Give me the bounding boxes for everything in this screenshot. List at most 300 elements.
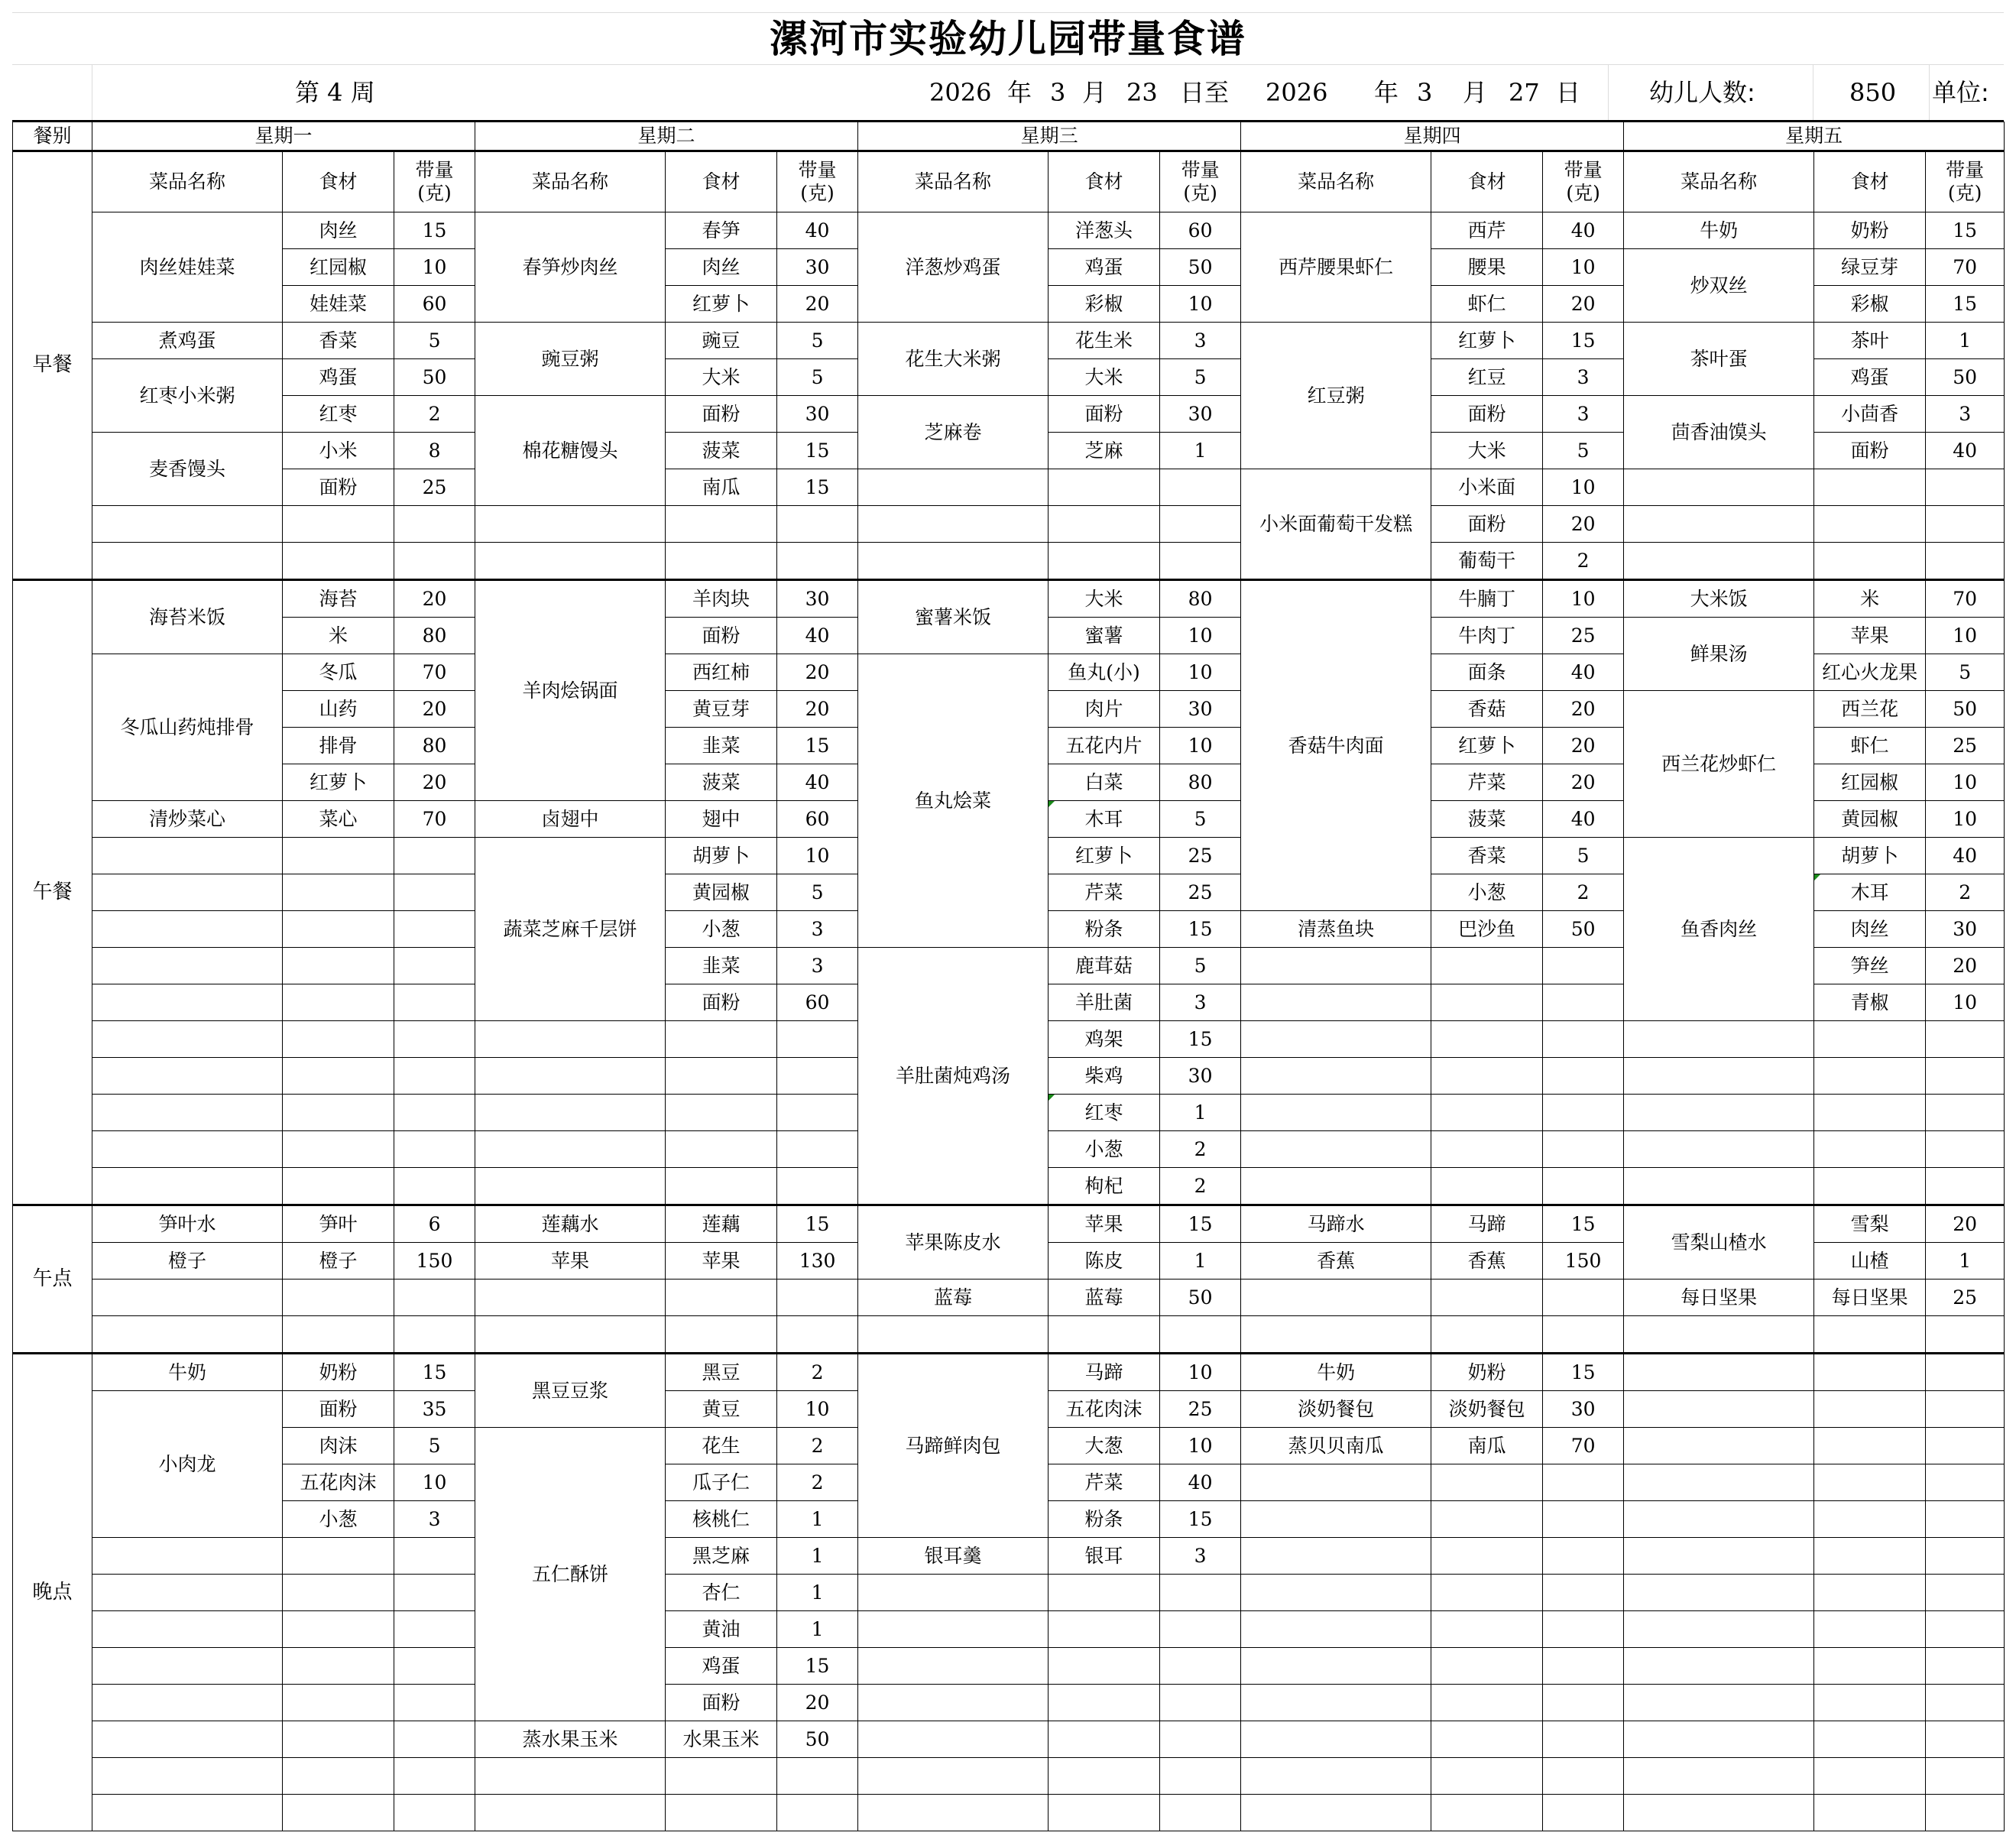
amount-cell: 5 xyxy=(1543,838,1624,874)
start-month-label: 月 xyxy=(1082,78,1107,107)
dish-name-header: 菜品名称 xyxy=(92,151,283,212)
empty-cell xyxy=(1241,1501,1431,1538)
ingredient-cell: 翅中 xyxy=(666,801,777,838)
empty-cell xyxy=(283,1685,394,1721)
empty-cell xyxy=(1814,1464,1926,1501)
empty-cell xyxy=(1926,1354,2005,1391)
empty-cell xyxy=(666,543,777,580)
empty-cell xyxy=(1814,543,1926,580)
ingredient-header: 食材 xyxy=(1814,151,1926,212)
empty-cell xyxy=(1160,1685,1241,1721)
empty-cell xyxy=(1814,1611,1926,1648)
ingredient-cell: 小葱 xyxy=(283,1501,394,1538)
empty-cell xyxy=(475,1168,666,1205)
empty-cell xyxy=(1049,469,1160,506)
ingredient-cell: 排骨 xyxy=(283,728,394,764)
empty-cell xyxy=(1926,1428,2005,1464)
ingredient-cell: 苹果 xyxy=(666,1243,777,1280)
amount-cell: 15 xyxy=(777,728,858,764)
dish-name: 淡奶餐包 xyxy=(1241,1391,1431,1428)
empty-cell xyxy=(858,1611,1049,1648)
ingredient-cell: 春笋 xyxy=(666,212,777,249)
empty-cell xyxy=(1160,1758,1241,1795)
empty-cell xyxy=(1926,1391,2005,1428)
empty-cell xyxy=(1431,1648,1543,1685)
amount-header xyxy=(1160,151,1241,212)
empty-cell xyxy=(1926,506,2005,543)
dish-name: 西芹腰果虾仁 xyxy=(1241,212,1431,323)
amount-cell: 15 xyxy=(1926,286,2005,323)
empty-cell xyxy=(1431,1464,1543,1501)
empty-cell xyxy=(283,543,394,580)
amount-cell: 6 xyxy=(394,1205,475,1243)
ingredient-cell: 苹果 xyxy=(1049,1205,1160,1243)
amount-cell: 30 xyxy=(1160,1058,1241,1095)
empty-cell xyxy=(1814,506,1926,543)
dish-name: 五仁酥饼 xyxy=(475,1428,666,1721)
empty-cell xyxy=(1241,1095,1431,1131)
empty-cell xyxy=(394,1316,475,1354)
amount-cell: 2 xyxy=(1160,1131,1241,1168)
amount-cell: 15 xyxy=(1160,911,1241,948)
amount-cell: 70 xyxy=(1926,580,2005,618)
empty-cell xyxy=(777,1021,858,1058)
empty-cell xyxy=(858,543,1049,580)
end-day-label: 日 xyxy=(1556,78,1581,107)
dish-name: 鱼香肉丝 xyxy=(1624,838,1814,1021)
ingredient-header: 食材 xyxy=(1049,151,1160,212)
amount-cell: 2 xyxy=(777,1464,858,1501)
empty-cell xyxy=(1160,1575,1241,1611)
dish-name: 大米饭 xyxy=(1624,580,1814,618)
amount-cell: 80 xyxy=(394,618,475,654)
start-day: 23 xyxy=(1126,78,1158,107)
empty-cell xyxy=(283,1575,394,1611)
empty-cell xyxy=(394,1611,475,1648)
empty-cell xyxy=(1241,984,1431,1021)
amount-cell: 20 xyxy=(394,691,475,728)
amount-cell: 80 xyxy=(1160,580,1241,618)
ingredient-cell: 南瓜 xyxy=(1431,1428,1543,1464)
amount-cell: 40 xyxy=(1543,801,1624,838)
ingredient-cell: 豌豆 xyxy=(666,323,777,359)
dish-name: 鲜果汤 xyxy=(1624,618,1814,691)
empty-cell xyxy=(1926,1721,2005,1758)
amount-cell: 50 xyxy=(1160,1280,1241,1316)
empty-cell xyxy=(666,506,777,543)
empty-cell xyxy=(666,1131,777,1168)
amount-cell: 30 xyxy=(1926,911,2005,948)
dish-name: 西兰花炒虾仁 xyxy=(1624,691,1814,838)
amount-cell: 20 xyxy=(1926,1205,2005,1243)
empty-cell xyxy=(1431,984,1543,1021)
empty-cell xyxy=(1624,1538,1814,1575)
ingredient-cell: 雪梨 xyxy=(1814,1205,1926,1243)
empty-cell xyxy=(1431,1611,1543,1648)
end-month-label: 月 xyxy=(1463,78,1488,107)
amount-cell: 1 xyxy=(777,1611,858,1648)
amount-cell: 20 xyxy=(1543,728,1624,764)
empty-cell xyxy=(394,984,475,1021)
empty-cell xyxy=(1814,1428,1926,1464)
amount-header-line1: 带量 xyxy=(1564,159,1603,181)
amount-cell: 5 xyxy=(1160,801,1241,838)
empty-cell xyxy=(858,1795,1049,1831)
amount-cell: 3 xyxy=(777,948,858,984)
amount-cell: 15 xyxy=(777,1648,858,1685)
amount-cell: 5 xyxy=(1160,359,1241,396)
amount-header xyxy=(1543,151,1624,212)
empty-cell xyxy=(1543,1501,1624,1538)
amount-cell: 10 xyxy=(777,838,858,874)
empty-cell xyxy=(1543,1280,1624,1316)
ingredient-header: 食材 xyxy=(1431,151,1543,212)
ingredient-cell: 黑豆 xyxy=(666,1354,777,1391)
amount-cell: 20 xyxy=(1543,286,1624,323)
empty-cell xyxy=(1926,1501,2005,1538)
ingredient-cell: 肉丝 xyxy=(283,212,394,249)
amount-header xyxy=(1926,151,2005,212)
empty-cell xyxy=(92,1795,283,1831)
empty-cell xyxy=(394,1021,475,1058)
empty-cell xyxy=(1814,1058,1926,1095)
empty-cell xyxy=(283,1021,394,1058)
meal-label-breakfast: 早餐 xyxy=(13,151,92,580)
ingredient-cell: 莲藕 xyxy=(666,1205,777,1243)
dish-name: 笋叶水 xyxy=(92,1205,283,1243)
amount-cell: 50 xyxy=(394,359,475,396)
empty-cell xyxy=(777,1168,858,1205)
ingredient-cell: 羊肉块 xyxy=(666,580,777,618)
empty-cell xyxy=(1926,1758,2005,1795)
menu-sheet xyxy=(12,12,2004,1831)
empty-cell xyxy=(1926,1021,2005,1058)
ingredient-cell: 淡奶餐包 xyxy=(1431,1391,1543,1428)
empty-cell xyxy=(1431,1575,1543,1611)
amount-cell: 50 xyxy=(1543,911,1624,948)
empty-cell xyxy=(1814,1538,1926,1575)
dish-name-header: 菜品名称 xyxy=(1241,151,1431,212)
ingredient-cell: 马蹄 xyxy=(1049,1354,1160,1391)
ingredient-cell: 马蹄 xyxy=(1431,1205,1543,1243)
ingredient-cell: 腰果 xyxy=(1431,249,1543,286)
ingredient-cell: 海苔 xyxy=(283,580,394,618)
amount-cell: 20 xyxy=(777,286,858,323)
amount-header-line2: (克) xyxy=(1183,182,1217,204)
ingredient-cell: 肉丝 xyxy=(1814,911,1926,948)
amount-cell: 80 xyxy=(394,728,475,764)
empty-cell xyxy=(1160,1316,1241,1354)
dish-name: 茴香油馍头 xyxy=(1624,396,1814,469)
info-row xyxy=(12,65,2004,122)
amount-cell: 10 xyxy=(1160,286,1241,323)
amount-cell: 10 xyxy=(777,1391,858,1428)
dish-name: 蔬菜芝麻千层饼 xyxy=(475,838,666,1021)
empty-cell xyxy=(1814,1501,1926,1538)
ingredient-cell: 鸡蛋 xyxy=(1814,359,1926,396)
ingredient-cell: 红萝卜 xyxy=(1431,728,1543,764)
empty-cell xyxy=(1431,1316,1543,1354)
dish-name: 麦香馒头 xyxy=(92,433,283,506)
empty-cell xyxy=(1241,1795,1431,1831)
ingredient-cell: 菠菜 xyxy=(1431,801,1543,838)
empty-cell xyxy=(92,948,283,984)
empty-cell xyxy=(394,874,475,911)
dish-name: 莲藕水 xyxy=(475,1205,666,1243)
empty-cell xyxy=(1624,1021,1814,1058)
ingredient-cell: 面条 xyxy=(1431,654,1543,691)
amount-cell: 60 xyxy=(777,984,858,1021)
amount-header-line2: (克) xyxy=(800,182,835,204)
amount-header xyxy=(394,151,475,212)
empty-cell xyxy=(1624,506,1814,543)
ingredient-cell: 肉丝 xyxy=(666,249,777,286)
amount-cell: 20 xyxy=(1926,948,2005,984)
amount-cell: 40 xyxy=(1543,212,1624,249)
ingredient-cell: 黄豆 xyxy=(666,1391,777,1428)
amount-cell: 15 xyxy=(1543,1205,1624,1243)
dish-name: 卤翅中 xyxy=(475,801,666,838)
empty-cell xyxy=(475,1795,666,1831)
amount-cell: 8 xyxy=(394,433,475,469)
ingredient-cell: 小米面 xyxy=(1431,469,1543,506)
empty-cell xyxy=(394,543,475,580)
amount-cell: 40 xyxy=(1926,838,2005,874)
ingredient-cell: 冬瓜 xyxy=(283,654,394,691)
empty-cell xyxy=(1814,1168,1926,1205)
empty-cell xyxy=(475,1316,666,1354)
amount-cell: 2 xyxy=(394,396,475,433)
empty-cell xyxy=(1241,1021,1431,1058)
menu-table xyxy=(12,122,2005,1831)
ingredient-cell: 彩椒 xyxy=(1814,286,1926,323)
empty-cell xyxy=(92,1685,283,1721)
ingredient-cell: 面粉 xyxy=(666,396,777,433)
ingredient-cell: 山药 xyxy=(283,691,394,728)
ingredient-cell: 粉条 xyxy=(1049,1501,1160,1538)
ingredient-cell: 米 xyxy=(1814,580,1926,618)
ingredient-cell: 水果玉米 xyxy=(666,1721,777,1758)
amount-cell: 5 xyxy=(394,323,475,359)
day-header: 星期二 xyxy=(475,122,858,151)
empty-cell xyxy=(1624,1758,1814,1795)
amount-cell: 150 xyxy=(394,1243,475,1280)
ingredient-cell: 胡萝卜 xyxy=(1814,838,1926,874)
ingredient-cell: 黄油 xyxy=(666,1611,777,1648)
ingredient-cell: 蜜薯 xyxy=(1049,618,1160,654)
amount-cell: 50 xyxy=(777,1721,858,1758)
dish-name: 牛奶 xyxy=(92,1354,283,1391)
empty-cell xyxy=(283,1611,394,1648)
empty-cell xyxy=(1926,543,2005,580)
empty-cell xyxy=(92,984,283,1021)
empty-cell xyxy=(1160,1611,1241,1648)
empty-cell xyxy=(1926,1316,2005,1354)
amount-cell: 15 xyxy=(777,469,858,506)
amount-cell: 2 xyxy=(777,1354,858,1391)
ingredient-cell: 核桃仁 xyxy=(666,1501,777,1538)
empty-cell xyxy=(858,1575,1049,1611)
empty-cell xyxy=(283,1058,394,1095)
empty-cell xyxy=(283,1131,394,1168)
empty-cell xyxy=(1624,1095,1814,1131)
empty-cell xyxy=(666,1758,777,1795)
empty-cell xyxy=(1624,1131,1814,1168)
amount-cell: 20 xyxy=(1543,506,1624,543)
ingredient-cell: 面粉 xyxy=(283,469,394,506)
amount-cell: 30 xyxy=(777,249,858,286)
ingredient-cell: 瓜子仁 xyxy=(666,1464,777,1501)
ingredient-cell: 面粉 xyxy=(1814,433,1926,469)
empty-cell xyxy=(394,948,475,984)
empty-cell xyxy=(394,1575,475,1611)
empty-cell xyxy=(1160,1648,1241,1685)
empty-cell xyxy=(1543,1464,1624,1501)
empty-cell xyxy=(1543,1648,1624,1685)
amount-cell: 10 xyxy=(1543,249,1624,286)
empty-cell xyxy=(475,1758,666,1795)
amount-cell: 40 xyxy=(777,618,858,654)
empty-cell xyxy=(1814,1685,1926,1721)
amount-cell: 20 xyxy=(1543,764,1624,801)
amount-header-line1: 带量 xyxy=(1946,159,1985,181)
ingredient-cell: 鹿茸菇 xyxy=(1049,948,1160,984)
dish-name: 茶叶蛋 xyxy=(1624,323,1814,396)
empty-cell xyxy=(283,1648,394,1685)
amount-cell: 5 xyxy=(777,323,858,359)
empty-cell xyxy=(777,543,858,580)
amount-cell: 20 xyxy=(777,1685,858,1721)
empty-cell xyxy=(1624,1501,1814,1538)
ingredient-cell: 红豆 xyxy=(1431,359,1543,396)
ingredient-cell: 西兰花 xyxy=(1814,691,1926,728)
dish-name: 小米面葡萄干发糕 xyxy=(1241,469,1431,580)
empty-cell xyxy=(1814,1758,1926,1795)
dish-name-header: 菜品名称 xyxy=(858,151,1049,212)
empty-cell xyxy=(283,506,394,543)
empty-cell xyxy=(1543,948,1624,984)
empty-cell xyxy=(1241,1168,1431,1205)
amount-header-line1: 带量 xyxy=(415,159,454,181)
empty-cell xyxy=(92,1611,283,1648)
ingredient-cell: 五花肉沫 xyxy=(283,1464,394,1501)
ingredient-cell: 南瓜 xyxy=(666,469,777,506)
ingredient-cell: 韭菜 xyxy=(666,948,777,984)
ingredient-header: 食材 xyxy=(666,151,777,212)
empty-cell xyxy=(1624,1428,1814,1464)
amount-cell: 40 xyxy=(1543,654,1624,691)
amount-cell: 80 xyxy=(1160,764,1241,801)
empty-cell xyxy=(1241,1280,1431,1316)
amount-cell: 25 xyxy=(1160,838,1241,874)
empty-cell xyxy=(1431,1021,1543,1058)
ingredient-cell: 黄园椒 xyxy=(666,874,777,911)
empty-cell xyxy=(475,543,666,580)
ingredient-cell: 苹果 xyxy=(1814,618,1926,654)
empty-cell xyxy=(858,1685,1049,1721)
empty-cell xyxy=(1160,1795,1241,1831)
ingredient-cell: 白菜 xyxy=(1049,764,1160,801)
amount-cell: 70 xyxy=(1543,1428,1624,1464)
ingredient-cell: 青椒 xyxy=(1814,984,1926,1021)
empty-cell xyxy=(1049,543,1160,580)
ingredient-cell: 橙子 xyxy=(283,1243,394,1280)
amount-cell: 10 xyxy=(1160,728,1241,764)
ingredient-cell: 面粉 xyxy=(283,1391,394,1428)
empty-cell xyxy=(1926,1575,2005,1611)
empty-cell xyxy=(1160,469,1241,506)
ingredient-cell: 鸡架 xyxy=(1049,1021,1160,1058)
dish-name: 洋葱炒鸡蛋 xyxy=(858,212,1049,323)
unit-label: 单位: xyxy=(1932,78,1989,107)
empty-cell xyxy=(666,1095,777,1131)
dish-name: 冬瓜山药炖排骨 xyxy=(92,654,283,801)
empty-cell xyxy=(283,1280,394,1316)
empty-cell xyxy=(475,1131,666,1168)
empty-cell xyxy=(92,1168,283,1205)
amount-header-line2: (克) xyxy=(1947,182,1982,204)
empty-cell xyxy=(283,911,394,948)
amount-cell: 10 xyxy=(1160,618,1241,654)
amount-cell: 10 xyxy=(1926,618,2005,654)
amount-header-line1: 带量 xyxy=(798,159,837,181)
dish-name: 清炒菜心 xyxy=(92,801,283,838)
empty-cell xyxy=(394,911,475,948)
amount-cell: 130 xyxy=(777,1243,858,1280)
ingredient-cell: 羊肚菌 xyxy=(1049,984,1160,1021)
empty-cell xyxy=(394,1758,475,1795)
dish-name: 红枣小米粥 xyxy=(92,359,283,433)
empty-cell xyxy=(92,1538,283,1575)
ingredient-cell: 肉片 xyxy=(1049,691,1160,728)
dish-name: 橙子 xyxy=(92,1243,283,1280)
empty-cell xyxy=(283,1795,394,1831)
empty-cell xyxy=(1543,1685,1624,1721)
ingredient-cell: 娃娃菜 xyxy=(283,286,394,323)
amount-cell: 20 xyxy=(394,764,475,801)
empty-cell xyxy=(1814,1131,1926,1168)
dish-name: 肉丝娃娃菜 xyxy=(92,212,283,323)
empty-cell xyxy=(1543,1611,1624,1648)
empty-cell xyxy=(1049,1316,1160,1354)
ingredient-cell: 红枣 xyxy=(283,396,394,433)
dish-name: 花生大米粥 xyxy=(858,323,1049,396)
amount-cell: 20 xyxy=(1543,691,1624,728)
dish-name: 红豆粥 xyxy=(1241,323,1431,469)
empty-cell xyxy=(92,1131,283,1168)
ingredient-cell: 面粉 xyxy=(666,984,777,1021)
ingredient-cell: 花生米 xyxy=(1049,323,1160,359)
empty-cell xyxy=(1624,1648,1814,1685)
empty-cell xyxy=(1926,1685,2005,1721)
amount-cell: 60 xyxy=(1160,212,1241,249)
empty-cell xyxy=(1241,1758,1431,1795)
empty-cell xyxy=(92,543,283,580)
empty-cell xyxy=(1049,1648,1160,1685)
ingredient-cell: 洋葱头 xyxy=(1049,212,1160,249)
empty-cell xyxy=(1049,1758,1160,1795)
amount-cell: 5 xyxy=(1926,654,2005,691)
week-label: 第 4 周 xyxy=(295,78,375,107)
empty-cell xyxy=(1241,1685,1431,1721)
empty-cell xyxy=(858,1758,1049,1795)
start-month: 3 xyxy=(1050,78,1066,107)
empty-cell xyxy=(1624,543,1814,580)
empty-cell xyxy=(1049,1721,1160,1758)
empty-cell xyxy=(92,506,283,543)
ingredient-cell: 黑芝麻 xyxy=(666,1538,777,1575)
empty-cell xyxy=(394,1168,475,1205)
